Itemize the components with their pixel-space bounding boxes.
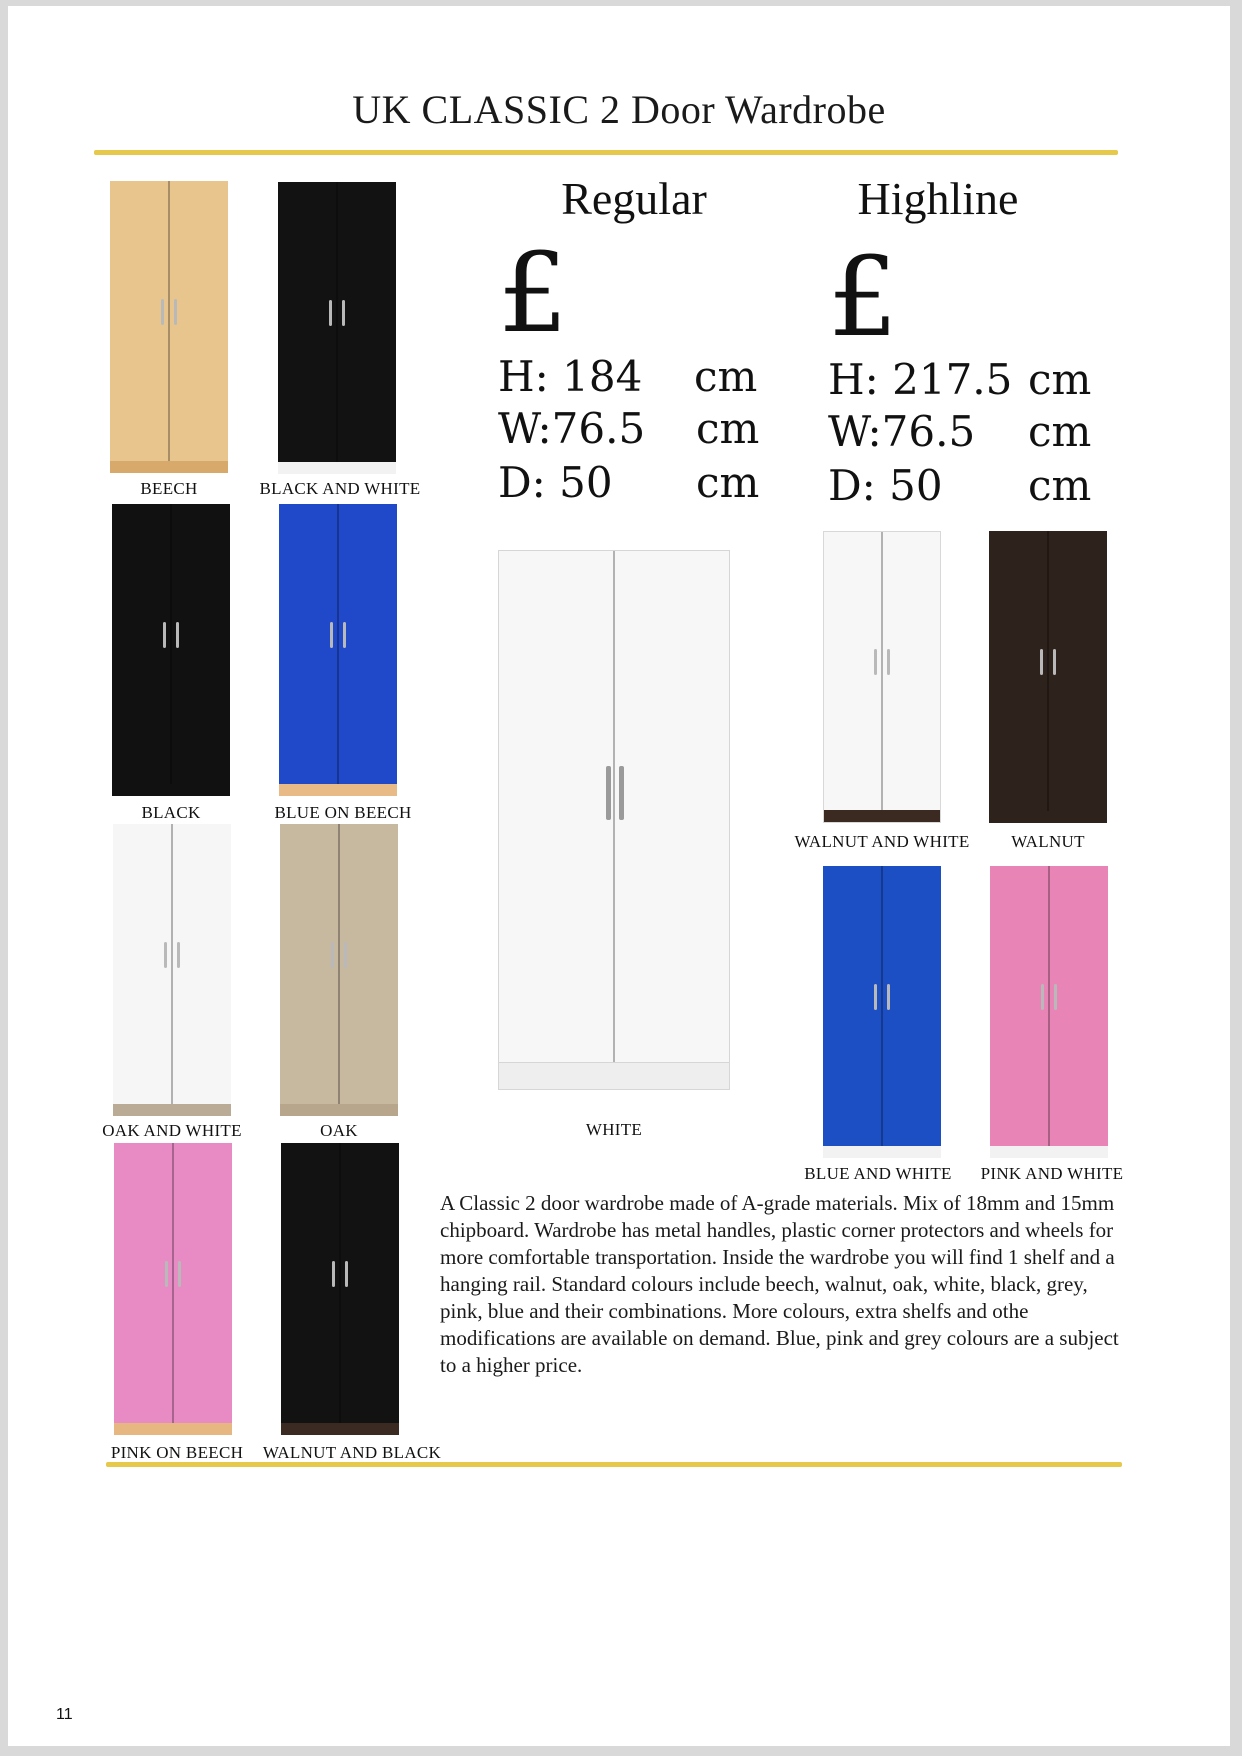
door-handle-icon (164, 942, 167, 968)
door-seam (881, 532, 883, 810)
door-handle-icon (344, 942, 347, 968)
highline-price-symbol: £ (828, 233, 898, 361)
highline-width: W:76.5 (828, 407, 976, 456)
wardrobe-blue-and-white (823, 866, 941, 1158)
door-seam (336, 182, 338, 462)
caption-blue-on-beech: BLUE ON BEECH (274, 803, 412, 822)
door-handle-icon (1053, 649, 1056, 675)
door-handle-icon (331, 942, 334, 968)
wardrobe-doors (110, 181, 228, 461)
wardrobe-plinth (114, 1423, 232, 1435)
wardrobe-black-and-white (278, 182, 396, 474)
highline-depth-unit: cm (1028, 461, 1092, 510)
product-description: A Classic 2 door wardrobe made of A-grade materials. Mix of 18mm and 15mm chipboard. Wardrobe has metal handles, plastic corner protectors and wheels for more comfortable transportation. Inside the wardrobe you will find 1 shelf and a hanging rail. Standard colours include beech, walnut, oak, white, black, grey, pink, blue and their combinations. More colours, extra shelfs and othe modifications are available on demand. Blue, pink and grey colours are a subject to a higher price. (440, 1191, 1119, 1377)
wardrobe-doors (280, 824, 398, 1104)
wardrobe-beech (110, 181, 228, 473)
door-seam (613, 551, 615, 1063)
door-handle-icon (176, 622, 179, 648)
wardrobe-doors (989, 531, 1107, 811)
caption-blue-and-white: BLUE AND WHITE (804, 1164, 952, 1183)
door-seam (339, 1143, 341, 1423)
door-handle-icon (178, 1261, 181, 1287)
door-handle-icon (1054, 984, 1057, 1010)
wardrobe-plinth (278, 462, 396, 474)
wardrobe-oak (280, 824, 398, 1116)
wardrobe-doors (499, 551, 729, 1063)
wardrobe-plinth (989, 811, 1107, 823)
door-seam (171, 824, 173, 1104)
highline-width-unit: cm (1028, 407, 1092, 456)
wardrobe-plinth (499, 1062, 729, 1089)
highline-height-unit: cm (1028, 355, 1092, 404)
caption-black: BLACK (141, 803, 201, 822)
wardrobe-doors (990, 866, 1108, 1146)
wardrobe-doors (278, 182, 396, 462)
highline-depth: D: 50 (828, 461, 943, 510)
page-sheet (8, 6, 1230, 1746)
wardrobe-walnut-and-black (281, 1143, 399, 1435)
caption-walnut-and-black: WALNUT AND BLACK (262, 1443, 442, 1462)
regular-price-symbol: £ (498, 229, 568, 357)
caption-beech: BEECH (140, 479, 198, 498)
door-handle-icon (329, 300, 332, 326)
top-divider (94, 150, 1118, 155)
wardrobe-plinth (990, 1146, 1108, 1158)
door-handle-icon (330, 622, 333, 648)
door-handle-icon (174, 299, 177, 325)
caption-oak-and-white: OAK AND WHITE (102, 1121, 242, 1140)
wardrobe-plinth (824, 810, 940, 822)
wardrobe-white (498, 550, 730, 1090)
door-handle-icon (874, 649, 877, 675)
page-title: UK CLASSIC 2 Door Wardrobe (352, 87, 886, 132)
door-seam (172, 1143, 174, 1423)
door-handle-icon (342, 300, 345, 326)
door-handle-icon (177, 942, 180, 968)
wardrobe-doors (823, 866, 941, 1146)
regular-height-unit: cm (694, 352, 758, 401)
door-handle-icon (874, 984, 877, 1010)
door-handle-icon (606, 766, 611, 820)
door-handle-icon (619, 766, 624, 820)
wardrobe-walnut-and-white (823, 531, 941, 823)
wardrobe-plinth (110, 461, 228, 473)
wardrobe-plinth (281, 1423, 399, 1435)
door-seam (1048, 866, 1050, 1146)
wardrobe-doors (114, 1143, 232, 1423)
door-seam (168, 181, 170, 461)
door-seam (337, 504, 339, 784)
wardrobe-pink-on-beech (114, 1143, 232, 1435)
regular-heading: Regular (561, 173, 707, 224)
door-seam (338, 824, 340, 1104)
caption-pink-and-white: PINK AND WHITE (980, 1164, 1124, 1183)
wardrobe-doors (113, 824, 231, 1104)
highline-heading: Highline (857, 173, 1019, 224)
wardrobe-blue-on-beech (279, 504, 397, 796)
caption-oak: OAK (320, 1121, 358, 1140)
caption-white: WHITE (585, 1120, 643, 1139)
door-handle-icon (332, 1261, 335, 1287)
wardrobe-doors (824, 532, 940, 810)
wardrobe-plinth (113, 1104, 231, 1116)
regular-depth-unit: cm (696, 458, 760, 507)
regular-depth: D: 50 (498, 458, 613, 507)
caption-pink-on-beech: PINK ON BEECH (110, 1443, 244, 1462)
wardrobe-plinth (823, 1146, 941, 1158)
door-seam (1047, 531, 1049, 811)
caption-walnut: WALNUT (1011, 832, 1085, 851)
wardrobe-plinth (279, 784, 397, 796)
bottom-divider (106, 1462, 1122, 1467)
wardrobe-doors (112, 504, 230, 784)
regular-height: H: 184 (498, 352, 643, 401)
wardrobe-doors (281, 1143, 399, 1423)
door-handle-icon (163, 622, 166, 648)
wardrobe-plinth (112, 784, 230, 796)
highline-height: H: 217.5 (828, 355, 1013, 404)
door-handle-icon (165, 1261, 168, 1287)
wardrobe-oak-and-white (113, 824, 231, 1116)
wardrobe-doors (279, 504, 397, 784)
door-seam (881, 866, 883, 1146)
door-handle-icon (1040, 649, 1043, 675)
door-handle-icon (161, 299, 164, 325)
door-handle-icon (887, 984, 890, 1010)
caption-walnut-and-white: WALNUT AND WHITE (794, 832, 970, 851)
door-handle-icon (345, 1261, 348, 1287)
regular-width-unit: cm (696, 404, 760, 453)
door-handle-icon (1041, 984, 1044, 1010)
caption-black-and-white: BLACK AND WHITE (259, 479, 421, 498)
page-number: 11 (56, 1706, 73, 1723)
door-handle-icon (887, 649, 890, 675)
door-handle-icon (343, 622, 346, 648)
wardrobe-black (112, 504, 230, 796)
wardrobe-plinth (280, 1104, 398, 1116)
wardrobe-walnut (989, 531, 1107, 823)
door-seam (170, 504, 172, 784)
wardrobe-pink-and-white (990, 866, 1108, 1158)
regular-width: W:76.5 (498, 404, 646, 453)
